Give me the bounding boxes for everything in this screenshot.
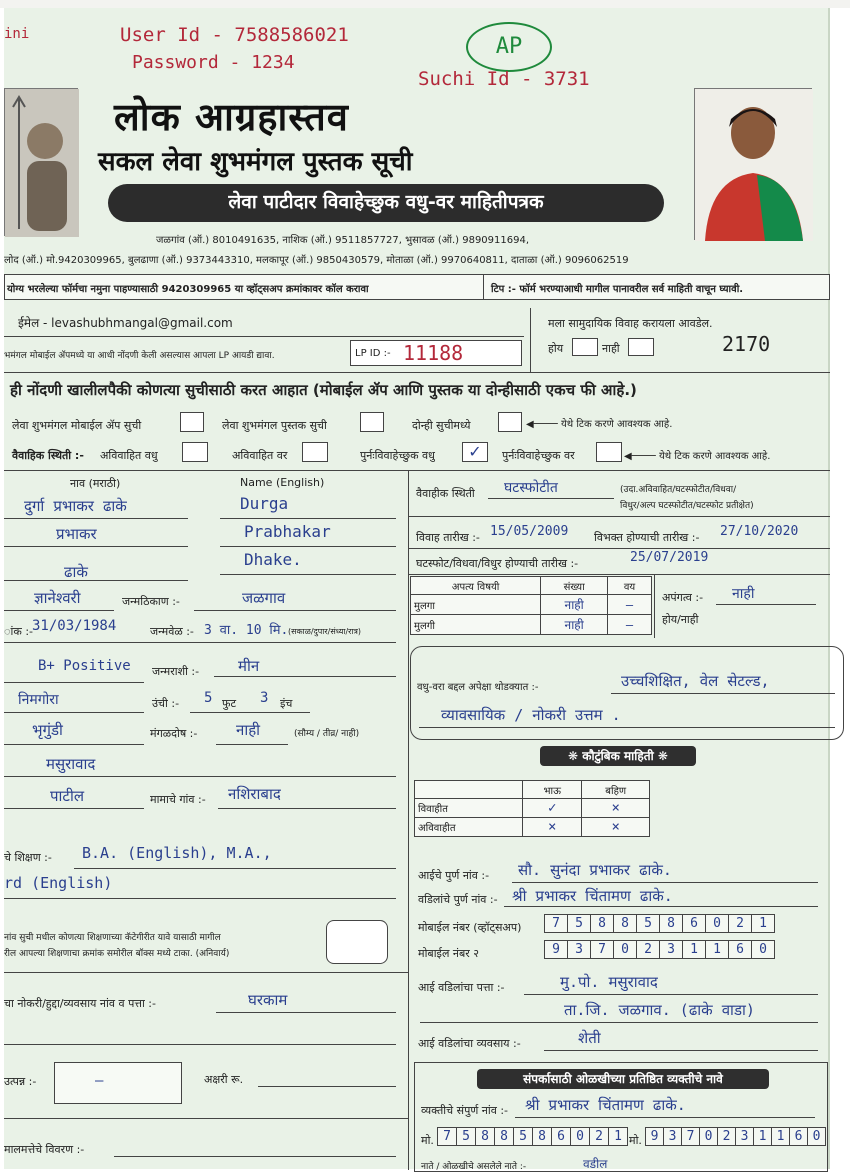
- digit-cell: 9: [646, 1128, 664, 1146]
- relation-value: वडील: [583, 1157, 608, 1171]
- digit-cell: 1: [609, 1128, 628, 1146]
- siblings-head: [415, 781, 523, 799]
- father-name: श्री प्रभाकर चिंतामण ढाके.: [512, 887, 673, 905]
- digit-cell: 7: [545, 915, 568, 933]
- village-value: मसुरावाद: [46, 755, 96, 773]
- deity-image: [4, 88, 78, 236]
- child-count[interactable]: नाही: [541, 595, 608, 615]
- status-value: घटस्फोटीत: [504, 480, 558, 496]
- income-box[interactable]: [54, 1062, 182, 1104]
- digit-cell: 0: [614, 941, 637, 959]
- digit-cell: 3: [736, 1128, 754, 1146]
- digit-cell: 6: [729, 941, 752, 959]
- digit-cell: 8: [614, 915, 637, 933]
- opt-book-checkbox[interactable]: [360, 412, 384, 432]
- digit-cell: 0: [752, 941, 775, 959]
- table-row: [415, 799, 650, 818]
- digit-cell: 1: [754, 1128, 772, 1146]
- col-english: Name (English): [240, 476, 325, 489]
- name-marathi-1: दुर्गा प्रभाकर ढाके: [24, 497, 127, 515]
- blood-group: B+ Positive: [38, 658, 131, 674]
- m3-label: पुर्नःविवाहेच्छुक वधु: [360, 449, 435, 462]
- table-row: [415, 818, 650, 837]
- password-note: Password - 1234: [132, 52, 295, 73]
- income-value: —: [95, 1073, 104, 1089]
- expectation-line-1: उच्चशिक्षित, वेल सेटल्ड,: [621, 672, 770, 690]
- digit-cell: 7: [591, 941, 614, 959]
- relation-label: नाते / ओळखीचे असलेले नाते :-: [421, 1162, 527, 1172]
- reference-mobile1-grid[interactable]: [437, 1127, 628, 1146]
- family-heading: ❋ कौटुंबिक माहिती ❋: [540, 746, 696, 766]
- category-note-1: नांव सुची मधील कोणत्या शिक्षणाच्या कॅटेगीरीत यावे यासाठी मागील: [4, 933, 221, 943]
- ap-mark: AP: [466, 22, 552, 72]
- registration-heading: ही नोंदणी खालीलपैकी कोणत्या सुचीसाठी करत आहात (मोबाईल ॲप आणि पुस्तक या दोन्हीसाठी एकच फी आहे.): [10, 381, 637, 399]
- digit-cell: 3: [660, 941, 683, 959]
- disability-options: होय/नाही: [662, 613, 699, 626]
- digit-cell: 6: [683, 915, 706, 933]
- separation-date: 27/10/2020: [720, 524, 799, 539]
- height-label: उंची :-: [152, 697, 180, 710]
- education-label: चे शिक्षण :-: [4, 851, 52, 864]
- expectation-label: वधु-वरा बद्दल अपेक्षा थोडक्यात :-: [417, 682, 539, 693]
- sibling-row-label: विवाहीत: [415, 799, 523, 818]
- child-count[interactable]: नाही: [541, 615, 608, 635]
- marriage-date-label: विवाह तारीख :-: [416, 531, 480, 544]
- digit-cell: 6: [790, 1128, 808, 1146]
- complexion-value: निमगोरा: [18, 692, 59, 708]
- job-value: घरकाम: [248, 991, 288, 1009]
- digit-cell: 5: [457, 1128, 476, 1146]
- yes-label: होय: [548, 342, 564, 355]
- children-table: [410, 576, 652, 635]
- dob-value: 31/03/1984: [32, 618, 117, 634]
- notice-left: योग्य भरलेल्या फॉर्मचा नमुना पाहण्यासाठी 9420309965 या व्हॉट्सअप क्रमांकावर कॉल करावा: [7, 284, 369, 295]
- tick-note-2: येथे टिक करणे आवश्यक आहे.: [658, 451, 771, 462]
- opt-both-checkbox[interactable]: [498, 412, 522, 432]
- digit-cell: 3: [664, 1128, 682, 1146]
- siblings-head: बहिण: [582, 781, 650, 799]
- education-value-1: B.A. (English), M.A.,: [82, 844, 272, 862]
- time-options: (सकाळ/दुपार/संध्या/रात्र): [288, 627, 362, 636]
- opt-book-label: लेवा शुभमंगल पुस्तक सुची: [222, 419, 327, 432]
- name-english-2: Prabhakar: [244, 522, 331, 541]
- m2-checkbox[interactable]: [302, 442, 328, 462]
- inch-label: इंच: [280, 697, 293, 710]
- mama-label: मामाचे गांव :-: [150, 793, 206, 806]
- reference-box: [414, 1062, 828, 1172]
- education-value-2: rd (English): [4, 874, 113, 892]
- title-main: लोक आग्रहास्तव: [114, 94, 349, 139]
- digit-cell: 8: [495, 1128, 514, 1146]
- digit-cell: 1: [752, 915, 775, 933]
- family-surname: पाटील: [50, 787, 85, 805]
- mother-label: आईचे पुर्ण नांव :-: [418, 869, 490, 882]
- mama-village: नशिराबाद: [228, 785, 281, 803]
- digit-cell: 8: [476, 1128, 495, 1146]
- mangal-value: नाही: [236, 721, 261, 739]
- family-heading-text: कौटुंबिक माहिती: [582, 749, 654, 763]
- title-sub: सकल लेवा शुभमंगल पुस्तक सूची: [98, 147, 413, 177]
- form-banner: लेवा पाटीदार विवाहेच्छुक वधु-वर माहितीपत्रक: [108, 184, 664, 222]
- rashi-value: मीन: [238, 657, 260, 675]
- samudayik-label: मला सामुदायिक विवाह करायला आवडेल.: [548, 317, 713, 330]
- no-checkbox[interactable]: [628, 338, 654, 356]
- status-options-2: विधुर/अल्प घटस्फोटीत/घटस्फोट प्रतीक्षेत): [620, 501, 754, 511]
- sister-cell[interactable]: ×: [582, 818, 650, 837]
- contacts-line-2: लोद (ऑ.) मो.9420309965, बुलढाणा (ऑ.) 9373443310, मलकापूर (ऑ.) 9850430579, मोताळा (ऑ.) 9970640811, दाताळा (ऑ.) 9096062519: [4, 255, 629, 266]
- digit-cell: 1: [772, 1128, 790, 1146]
- digit-cell: 0: [706, 915, 729, 933]
- category-box[interactable]: [326, 920, 388, 964]
- mother-name: सौ. सुनंदा प्रभाकर ढाके.: [518, 861, 672, 879]
- digit-cell: 9: [545, 941, 568, 959]
- occupation-label: आई वडिलांचा व्यवसाय :-: [418, 1037, 521, 1050]
- reference-name: श्री प्रभाकर चिंतामण ढाके.: [525, 1096, 686, 1114]
- m1-checkbox[interactable]: [182, 442, 208, 462]
- digit-cell: 0: [571, 1128, 590, 1146]
- birthtime-label: जन्मवेळ :-: [150, 625, 194, 638]
- mangal-options: (सौम्य / तीव्र/ नाही): [294, 729, 360, 739]
- digit-cell: 7: [682, 1128, 700, 1146]
- reference-name-label: व्यक्तीचे संपुर्ण नांव :-: [421, 1104, 509, 1117]
- occupation-value: शेती: [578, 1029, 601, 1047]
- expectation-line-2: व्यावसायिक / नोकरी उत्तम .: [441, 706, 621, 724]
- m2-label: अविवाहित वर: [232, 449, 288, 462]
- yes-checkbox[interactable]: [572, 338, 598, 356]
- m4-checkbox[interactable]: [596, 442, 622, 462]
- col-marathi: नाव (मराठी): [70, 477, 121, 490]
- category-note-2: रील आपल्या शिक्षणाचा क्रमांक समोरील बॉक्स मध्ये टाका. (अनिवार्य): [4, 949, 230, 959]
- mangal-label: मंगळदोष :-: [150, 727, 198, 740]
- child-age[interactable]: —: [608, 595, 652, 615]
- digit-cell: 5: [637, 915, 660, 933]
- digit-cell: 5: [568, 915, 591, 933]
- disability-value: नाही: [732, 586, 755, 602]
- birthtime-value: 3 वा. 10 मि.: [204, 623, 289, 638]
- height-ft: 5: [204, 690, 213, 706]
- siblings-head: भाऊ: [523, 781, 582, 799]
- address-label: आई वडिलांचा पत्ता :-: [418, 981, 505, 994]
- children-head: अपत्य विषयी: [411, 577, 541, 595]
- digit-cell: 0: [808, 1128, 826, 1146]
- digit-cell: 5: [514, 1128, 533, 1146]
- job-label: चा नोकरी/हुद्दा/व्यवसाय नांव व पत्ता :-: [4, 997, 156, 1010]
- m4-label: पुर्नःविवाहेच्छुक वर: [502, 449, 575, 462]
- father-label: वडिलांचे पुर्ण नांव :-: [418, 893, 498, 906]
- arrow-icon: ◀──── येथे टिक करणे आवश्यक आहे.: [526, 419, 673, 430]
- no-label: नाही: [602, 342, 620, 355]
- opt-app-checkbox[interactable]: [180, 412, 204, 432]
- form-sheet: [4, 8, 830, 1172]
- digit-cell: 6: [552, 1128, 571, 1146]
- rashi-label: जन्मराशी :-: [152, 665, 200, 678]
- mobile1-label: मोबाईल नंबर (व्हॉट्सअप): [418, 921, 522, 934]
- child-age[interactable]: —: [608, 615, 652, 635]
- sibling-row-label: अविवाहीत: [415, 818, 523, 837]
- digit-cell: 0: [700, 1128, 718, 1146]
- sister-cell[interactable]: ×: [582, 799, 650, 818]
- ft-label: फुट: [222, 697, 237, 710]
- dob-label: ांक :-: [4, 625, 34, 638]
- name-marathi-3: ढाके: [64, 563, 88, 581]
- mobile2-grid[interactable]: [544, 940, 775, 959]
- digit-cell: 8: [591, 915, 614, 933]
- divorce-label: घटस्फोट/विधवा/विधुर होण्याची तारीख :-: [416, 557, 579, 570]
- marriage-date: 15/05/2009: [490, 524, 569, 539]
- siblings-table: [414, 780, 650, 837]
- name-english-1: Durga: [240, 494, 289, 513]
- digit-cell: 2: [637, 941, 660, 959]
- digit-cell: 1: [706, 941, 729, 959]
- reference-mobile2-grid[interactable]: [645, 1127, 826, 1146]
- separation-label: विभक्त होण्याची तारीख :-: [594, 531, 700, 544]
- notice-right: टिप :- फॉर्म भरण्याआधी मागील पानावरील सर्व माहिती वाचून घ्यावी.: [491, 284, 744, 295]
- children-head: वय: [608, 577, 652, 595]
- digit-cell: 3: [568, 941, 591, 959]
- gotra-value: भृगुंडी: [32, 721, 63, 739]
- name-marathi-2: प्रभाकर: [56, 525, 97, 543]
- lp-id-box[interactable]: [350, 340, 522, 366]
- children-head: संख्या: [541, 577, 608, 595]
- property-label: मालमत्तेचे विवरण :-: [4, 1143, 85, 1156]
- mobile1-grid[interactable]: [544, 914, 775, 933]
- m1-label: अविवाहित वधु: [100, 449, 158, 462]
- lp-id-label: LP ID :-: [355, 348, 391, 359]
- digit-cell: 2: [718, 1128, 736, 1146]
- birthplace-label: जन्मठिकाण :-: [122, 595, 180, 608]
- brother-cell[interactable]: ×: [523, 818, 582, 837]
- child-label: मुलगा: [411, 595, 541, 615]
- arrow-icon: ◀──── येथे टिक करणे आवश्यक आहे.: [624, 451, 771, 462]
- table-row: [411, 595, 652, 615]
- address-line-1: मु.पो. मसुरावाद: [560, 973, 658, 991]
- height-in: 3: [260, 690, 269, 706]
- m3-checkbox[interactable]: ✓: [462, 442, 488, 462]
- serial-number: 2170: [722, 332, 771, 356]
- kuldevi-value: ज्ञानेश्वरी: [34, 589, 81, 607]
- opt-app-label: लेवा शुभमंगल मोबाईल ॲप सुची: [12, 419, 142, 432]
- akshari-label: अक्षरी रू.: [204, 1073, 244, 1086]
- margin-fragment: ini: [4, 26, 30, 42]
- reference-mo-label: मो.: [421, 1134, 434, 1147]
- status-label: वैवाहीक स्थिती: [416, 487, 475, 500]
- digit-cell: 2: [590, 1128, 609, 1146]
- top-strip: [0, 0, 850, 8]
- digit-cell: 8: [660, 915, 683, 933]
- mobile2-label: मोबाईल नंबर २: [418, 947, 480, 960]
- divorce-date: 25/07/2019: [630, 550, 709, 565]
- lp-id-value: 11188: [403, 341, 464, 365]
- digit-cell: 7: [438, 1128, 457, 1146]
- birthplace-value: जळगाव: [242, 589, 286, 607]
- tick-note: येथे टिक करणे आवश्यक आहे.: [560, 419, 673, 430]
- name-english-3: Dhake.: [244, 550, 302, 569]
- brother-cell[interactable]: ✓: [523, 799, 582, 818]
- user-id-note: User Id - 7588586021: [120, 24, 349, 46]
- opt-both-label: दोन्ही सुचीमध्ये: [412, 419, 471, 432]
- status-options: (उदा.अविवाहित/घटस्फोटीत/विधवा/: [620, 485, 737, 495]
- child-label: मुलगी: [411, 615, 541, 635]
- digit-cell: 1: [683, 941, 706, 959]
- lp-note: भमंगल मोबाईल ॲपमध्ये या आधी नोंदणी केली असल्यास आपला LP आयडी द्यावा.: [4, 351, 275, 361]
- marital-label: वैवाहिक स्थिती :-: [12, 449, 84, 462]
- reference-mo-label-2: मो.: [629, 1134, 642, 1147]
- table-row: [411, 615, 652, 635]
- reference-heading: संपर्कासाठी ओळखीच्या प्रतिष्ठित व्यक्तीचे नावे: [477, 1069, 769, 1089]
- disability-label: अपंगत्व :-: [662, 591, 704, 604]
- address-line-2: ता.जि. जळगाव. (ढाके वाडा): [564, 1001, 755, 1019]
- expectation-box: [410, 646, 844, 740]
- suchi-id-note: Suchi Id - 3731: [418, 68, 590, 90]
- income-label: उत्पन्न :-: [4, 1075, 37, 1088]
- notice-bar: [4, 274, 830, 300]
- email-text: ईमेल - levashubhmangal@gmail.com: [18, 316, 233, 330]
- digit-cell: 2: [729, 915, 752, 933]
- contacts-line-1: जळगांव (ऑ.) 8010491635, नाशिक (ऑ.) 9511857727, भुसावळ (ऑ.) 9890911694,: [156, 235, 530, 246]
- digit-cell: 8: [533, 1128, 552, 1146]
- applicant-photo: [694, 88, 812, 240]
